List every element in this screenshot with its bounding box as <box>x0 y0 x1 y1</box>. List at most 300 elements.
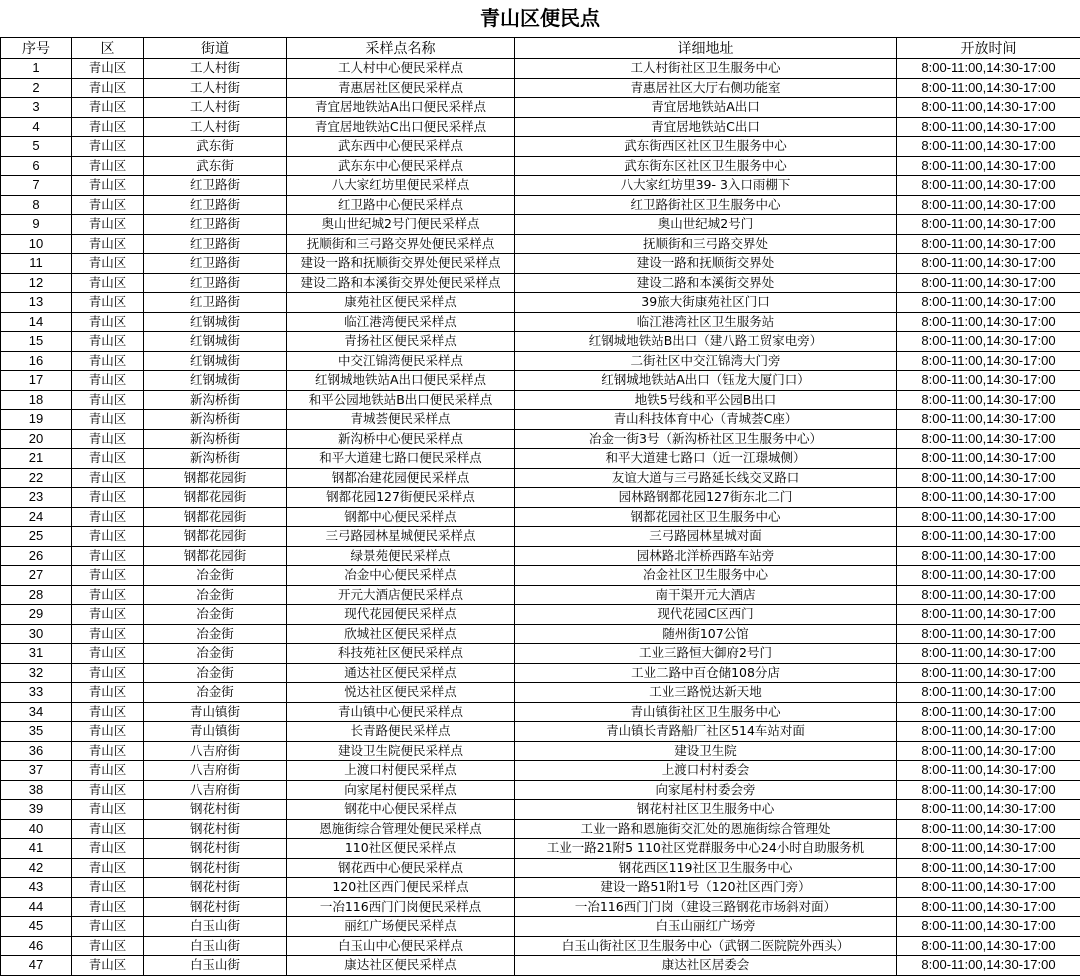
cell-hours: 8:00-11:00,14:30-17:00 <box>897 254 1080 274</box>
cell-hours: 8:00-11:00,14:30-17:00 <box>897 839 1080 859</box>
cell-district: 青山区 <box>72 312 144 332</box>
table-row <box>1 917 1080 937</box>
cell-hours: 8:00-11:00,14:30-17:00 <box>897 312 1080 332</box>
cell-hours: 8:00-11:00,14:30-17:00 <box>897 137 1080 157</box>
cell-address: 地铁5号线和平公园B出口 <box>515 390 897 410</box>
cell-address: 抚顺街和三弓路交界处 <box>515 234 897 254</box>
table-row <box>1 722 1080 742</box>
cell-street: 红钢城街 <box>144 371 287 391</box>
table-row <box>1 429 1080 449</box>
cell-point-name: 悦达社区便民采样点 <box>287 683 515 703</box>
cell-index: 35 <box>1 722 72 742</box>
cell-point-name: 红钢城地铁站A出口便民采样点 <box>287 371 515 391</box>
cell-district: 青山区 <box>72 332 144 352</box>
cell-district: 青山区 <box>72 566 144 586</box>
cell-index: 21 <box>1 449 72 469</box>
cell-hours: 8:00-11:00,14:30-17:00 <box>897 605 1080 625</box>
cell-point-name: 中交江锦湾便民采样点 <box>287 351 515 371</box>
cell-hours: 8:00-11:00,14:30-17:00 <box>897 351 1080 371</box>
header-point-name: 采样点名称 <box>287 38 515 59</box>
header-hours: 开放时间 <box>897 38 1080 59</box>
table-row <box>1 839 1080 859</box>
cell-index: 4 <box>1 117 72 137</box>
cell-street: 新沟桥街 <box>144 449 287 469</box>
cell-index: 27 <box>1 566 72 586</box>
cell-point-name: 三弓路园林星城便民采样点 <box>287 527 515 547</box>
table-row <box>1 819 1080 839</box>
cell-district: 青山区 <box>72 780 144 800</box>
cell-district: 青山区 <box>72 585 144 605</box>
cell-index: 2 <box>1 78 72 98</box>
cell-hours: 8:00-11:00,14:30-17:00 <box>897 410 1080 430</box>
cell-district: 青山区 <box>72 78 144 98</box>
cell-point-name: 八大家红坊里便民采样点 <box>287 176 515 196</box>
cell-address: 青惠居社区大厅右侧功能室 <box>515 78 897 98</box>
cell-hours: 8:00-11:00,14:30-17:00 <box>897 390 1080 410</box>
cell-hours: 8:00-11:00,14:30-17:00 <box>897 507 1080 527</box>
cell-district: 青山区 <box>72 917 144 937</box>
cell-point-name: 新沟桥中心便民采样点 <box>287 429 515 449</box>
table-row <box>1 273 1080 293</box>
cell-hours: 8:00-11:00,14:30-17:00 <box>897 59 1080 79</box>
cell-district: 青山区 <box>72 819 144 839</box>
table-row <box>1 488 1080 508</box>
cell-hours: 8:00-11:00,14:30-17:00 <box>897 176 1080 196</box>
cell-index: 5 <box>1 137 72 157</box>
cell-point-name: 向家尾村便民采样点 <box>287 780 515 800</box>
cell-street: 白玉山街 <box>144 917 287 937</box>
cell-hours: 8:00-11:00,14:30-17:00 <box>897 956 1080 976</box>
cell-district: 青山区 <box>72 878 144 898</box>
cell-district: 青山区 <box>72 429 144 449</box>
cell-hours: 8:00-11:00,14:30-17:00 <box>897 585 1080 605</box>
cell-hours: 8:00-11:00,14:30-17:00 <box>897 878 1080 898</box>
cell-district: 青山区 <box>72 59 144 79</box>
table-row <box>1 741 1080 761</box>
cell-street: 红卫路街 <box>144 293 287 313</box>
table-row <box>1 78 1080 98</box>
cell-address: 一冶116西门门岗（建设三路钢花市场斜对面） <box>515 897 897 917</box>
cell-street: 工人村街 <box>144 78 287 98</box>
cell-address: 临江港湾社区卫生服务站 <box>515 312 897 332</box>
table-row <box>1 254 1080 274</box>
cell-address: 向家尾村村委会旁 <box>515 780 897 800</box>
table-row <box>1 683 1080 703</box>
table-row <box>1 663 1080 683</box>
cell-index: 25 <box>1 527 72 547</box>
table-row <box>1 644 1080 664</box>
cell-street: 红卫路街 <box>144 273 287 293</box>
table-row <box>1 293 1080 313</box>
cell-street: 钢花村街 <box>144 897 287 917</box>
cell-index: 47 <box>1 956 72 976</box>
table-row <box>1 936 1080 956</box>
cell-address: 三弓路园林星城对面 <box>515 527 897 547</box>
cell-index: 1 <box>1 59 72 79</box>
cell-address: 园林路北洋桥西路车站旁 <box>515 546 897 566</box>
table-row <box>1 800 1080 820</box>
cell-district: 青山区 <box>72 858 144 878</box>
cell-point-name: 建设二路和本溪街交界处便民采样点 <box>287 273 515 293</box>
cell-hours: 8:00-11:00,14:30-17:00 <box>897 546 1080 566</box>
cell-district: 青山区 <box>72 683 144 703</box>
cell-point-name: 武东东中心便民采样点 <box>287 156 515 176</box>
cell-hours: 8:00-11:00,14:30-17:00 <box>897 819 1080 839</box>
cell-index: 26 <box>1 546 72 566</box>
cell-index: 19 <box>1 410 72 430</box>
table-row <box>1 468 1080 488</box>
cell-address: 红钢城地铁站B出口（建八路工贸家电旁） <box>515 332 897 352</box>
cell-point-name: 钢都花园127街便民采样点 <box>287 488 515 508</box>
cell-hours: 8:00-11:00,14:30-17:00 <box>897 468 1080 488</box>
cell-street: 钢花村街 <box>144 878 287 898</box>
cell-district: 青山区 <box>72 449 144 469</box>
cell-address: 园林路钢都花园127街东北二门 <box>515 488 897 508</box>
cell-point-name: 康苑社区便民采样点 <box>287 293 515 313</box>
cell-street: 新沟桥街 <box>144 410 287 430</box>
cell-district: 青山区 <box>72 234 144 254</box>
cell-point-name: 110社区便民采样点 <box>287 839 515 859</box>
cell-index: 42 <box>1 858 72 878</box>
cell-point-name: 工人村中心便民采样点 <box>287 59 515 79</box>
cell-point-name: 青城荟便民采样点 <box>287 410 515 430</box>
cell-address: 康达社区居委会 <box>515 956 897 976</box>
cell-point-name: 青惠居社区便民采样点 <box>287 78 515 98</box>
table-row <box>1 585 1080 605</box>
header-index: 序号 <box>1 38 72 59</box>
cell-point-name: 奥山世纪城2号门便民采样点 <box>287 215 515 235</box>
cell-address: 八大家红坊里39- 3入口雨棚下 <box>515 176 897 196</box>
cell-street: 白玉山街 <box>144 956 287 976</box>
cell-point-name: 长青路便民采样点 <box>287 722 515 742</box>
table-row <box>1 137 1080 157</box>
cell-address: 友谊大道与三弓路延长线交叉路口 <box>515 468 897 488</box>
cell-street: 红钢城街 <box>144 312 287 332</box>
cell-point-name: 临江港湾便民采样点 <box>287 312 515 332</box>
cell-district: 青山区 <box>72 215 144 235</box>
cell-point-name: 绿景苑便民采样点 <box>287 546 515 566</box>
cell-point-name: 和平公园地铁站B出口便民采样点 <box>287 390 515 410</box>
cell-district: 青山区 <box>72 507 144 527</box>
cell-hours: 8:00-11:00,14:30-17:00 <box>897 98 1080 118</box>
cell-point-name: 青宜居地铁站A出口便民采样点 <box>287 98 515 118</box>
cell-district: 青山区 <box>72 936 144 956</box>
cell-index: 9 <box>1 215 72 235</box>
cell-street: 武东街 <box>144 156 287 176</box>
table-row <box>1 566 1080 586</box>
cell-point-name: 青宜居地铁站C出口便民采样点 <box>287 117 515 137</box>
sampling-points-table <box>0 37 1080 976</box>
cell-hours: 8:00-11:00,14:30-17:00 <box>897 780 1080 800</box>
cell-index: 14 <box>1 312 72 332</box>
page-title: 青山区便民点 <box>480 6 600 30</box>
cell-index: 18 <box>1 390 72 410</box>
cell-district: 青山区 <box>72 273 144 293</box>
cell-street: 新沟桥街 <box>144 390 287 410</box>
cell-street: 钢都花园街 <box>144 527 287 547</box>
cell-hours: 8:00-11:00,14:30-17:00 <box>897 663 1080 683</box>
cell-address: 青山镇长青路船厂社区514车站对面 <box>515 722 897 742</box>
cell-street: 青山镇街 <box>144 722 287 742</box>
cell-hours: 8:00-11:00,14:30-17:00 <box>897 117 1080 137</box>
cell-street: 八吉府街 <box>144 761 287 781</box>
cell-address: 青山科技体育中心（青城荟C座） <box>515 410 897 430</box>
cell-address: 白玉山丽红广场旁 <box>515 917 897 937</box>
cell-index: 41 <box>1 839 72 859</box>
cell-address: 随州街107公馆 <box>515 624 897 644</box>
cell-district: 青山区 <box>72 956 144 976</box>
cell-district: 青山区 <box>72 254 144 274</box>
table-row <box>1 527 1080 547</box>
cell-hours: 8:00-11:00,14:30-17:00 <box>897 936 1080 956</box>
table-row <box>1 117 1080 137</box>
cell-point-name: 科技苑社区便民采样点 <box>287 644 515 664</box>
cell-street: 青山镇街 <box>144 702 287 722</box>
cell-address: 建设一路和抚顺街交界处 <box>515 254 897 274</box>
cell-district: 青山区 <box>72 98 144 118</box>
cell-address: 工业三路恒大御府2号门 <box>515 644 897 664</box>
cell-hours: 8:00-11:00,14:30-17:00 <box>897 429 1080 449</box>
cell-hours: 8:00-11:00,14:30-17:00 <box>897 293 1080 313</box>
cell-point-name: 现代花园便民采样点 <box>287 605 515 625</box>
cell-district: 青山区 <box>72 839 144 859</box>
cell-district: 青山区 <box>72 722 144 742</box>
cell-street: 红卫路街 <box>144 234 287 254</box>
cell-street: 冶金街 <box>144 663 287 683</box>
cell-hours: 8:00-11:00,14:30-17:00 <box>897 332 1080 352</box>
cell-district: 青山区 <box>72 605 144 625</box>
cell-point-name: 康达社区便民采样点 <box>287 956 515 976</box>
cell-point-name: 开元大酒店便民采样点 <box>287 585 515 605</box>
cell-hours: 8:00-11:00,14:30-17:00 <box>897 156 1080 176</box>
cell-hours: 8:00-11:00,14:30-17:00 <box>897 78 1080 98</box>
cell-point-name: 青扬社区便民采样点 <box>287 332 515 352</box>
cell-street: 工人村街 <box>144 117 287 137</box>
cell-index: 23 <box>1 488 72 508</box>
cell-index: 16 <box>1 351 72 371</box>
cell-address: 工业一路21附5 110社区党群服务中心24小时自助服务机 <box>515 839 897 859</box>
table-row <box>1 176 1080 196</box>
header-row <box>1 38 1080 59</box>
cell-index: 40 <box>1 819 72 839</box>
cell-street: 工人村街 <box>144 59 287 79</box>
cell-district: 青山区 <box>72 800 144 820</box>
cell-hours: 8:00-11:00,14:30-17:00 <box>897 449 1080 469</box>
table-row <box>1 449 1080 469</box>
cell-point-name: 冶金中心便民采样点 <box>287 566 515 586</box>
cell-index: 20 <box>1 429 72 449</box>
table-row <box>1 897 1080 917</box>
cell-street: 武东街 <box>144 137 287 157</box>
cell-point-name: 丽红广场便民采样点 <box>287 917 515 937</box>
cell-address: 工业三路悦达新天地 <box>515 683 897 703</box>
cell-hours: 8:00-11:00,14:30-17:00 <box>897 527 1080 547</box>
cell-street: 白玉山街 <box>144 936 287 956</box>
cell-street: 钢花村街 <box>144 819 287 839</box>
cell-hours: 8:00-11:00,14:30-17:00 <box>897 195 1080 215</box>
table-row <box>1 332 1080 352</box>
cell-point-name: 武东西中心便民采样点 <box>287 137 515 157</box>
cell-point-name: 红卫路中心便民采样点 <box>287 195 515 215</box>
cell-street: 钢花村街 <box>144 858 287 878</box>
cell-address: 钢都花园社区卫生服务中心 <box>515 507 897 527</box>
table-row <box>1 234 1080 254</box>
table-row <box>1 351 1080 371</box>
cell-address: 建设一路51附1号（120社区西门旁） <box>515 878 897 898</box>
cell-street: 八吉府街 <box>144 780 287 800</box>
cell-point-name: 建设卫生院便民采样点 <box>287 741 515 761</box>
table-row <box>1 605 1080 625</box>
cell-address: 奥山世纪城2号门 <box>515 215 897 235</box>
cell-point-name: 抚顺街和三弓路交界处便民采样点 <box>287 234 515 254</box>
cell-point-name: 钢都冶建花园便民采样点 <box>287 468 515 488</box>
cell-index: 22 <box>1 468 72 488</box>
cell-address: 工业一路和恩施街交汇处的恩施街综合管理处 <box>515 819 897 839</box>
cell-address: 冶金社区卫生服务中心 <box>515 566 897 586</box>
cell-index: 32 <box>1 663 72 683</box>
cell-point-name: 上渡口村便民采样点 <box>287 761 515 781</box>
cell-street: 红钢城街 <box>144 332 287 352</box>
cell-street: 新沟桥街 <box>144 429 287 449</box>
cell-index: 43 <box>1 878 72 898</box>
cell-index: 29 <box>1 605 72 625</box>
cell-district: 青山区 <box>72 156 144 176</box>
table-row <box>1 546 1080 566</box>
cell-district: 青山区 <box>72 351 144 371</box>
cell-hours: 8:00-11:00,14:30-17:00 <box>897 566 1080 586</box>
cell-point-name: 建设一路和抚顺街交界处便民采样点 <box>287 254 515 274</box>
cell-point-name: 钢花西中心便民采样点 <box>287 858 515 878</box>
cell-street: 红钢城街 <box>144 351 287 371</box>
cell-index: 46 <box>1 936 72 956</box>
table-row <box>1 624 1080 644</box>
cell-point-name: 通达社区便民采样点 <box>287 663 515 683</box>
cell-street: 钢都花园街 <box>144 468 287 488</box>
cell-point-name: 和平大道建七路口便民采样点 <box>287 449 515 469</box>
cell-index: 39 <box>1 800 72 820</box>
cell-district: 青山区 <box>72 390 144 410</box>
cell-district: 青山区 <box>72 468 144 488</box>
cell-district: 青山区 <box>72 488 144 508</box>
cell-street: 工人村街 <box>144 98 287 118</box>
cell-district: 青山区 <box>72 897 144 917</box>
cell-point-name: 青山镇中心便民采样点 <box>287 702 515 722</box>
cell-index: 6 <box>1 156 72 176</box>
cell-index: 11 <box>1 254 72 274</box>
cell-index: 28 <box>1 585 72 605</box>
cell-street: 红卫路街 <box>144 176 287 196</box>
cell-district: 青山区 <box>72 137 144 157</box>
cell-address: 武东街西区社区卫生服务中心 <box>515 137 897 157</box>
cell-address: 青山镇街社区卫生服务中心 <box>515 702 897 722</box>
cell-address: 和平大道建七路口（近一江璟城侧） <box>515 449 897 469</box>
cell-index: 33 <box>1 683 72 703</box>
cell-index: 45 <box>1 917 72 937</box>
cell-address: 红钢城地铁站A出口（钰龙大厦门口） <box>515 371 897 391</box>
cell-address: 钢花村社区卫生服务中心 <box>515 800 897 820</box>
table-row <box>1 59 1080 79</box>
cell-index: 30 <box>1 624 72 644</box>
cell-index: 24 <box>1 507 72 527</box>
cell-index: 12 <box>1 273 72 293</box>
cell-index: 7 <box>1 176 72 196</box>
cell-address: 青宜居地铁站A出口 <box>515 98 897 118</box>
cell-address: 39旅大街康苑社区门口 <box>515 293 897 313</box>
cell-district: 青山区 <box>72 371 144 391</box>
cell-address: 武东街东区社区卫生服务中心 <box>515 156 897 176</box>
cell-district: 青山区 <box>72 644 144 664</box>
cell-address: 建设二路和本溪街交界处 <box>515 273 897 293</box>
cell-street: 钢都花园街 <box>144 546 287 566</box>
cell-hours: 8:00-11:00,14:30-17:00 <box>897 722 1080 742</box>
cell-street: 八吉府街 <box>144 741 287 761</box>
header-district: 区 <box>72 38 144 59</box>
cell-address: 建设卫生院 <box>515 741 897 761</box>
cell-index: 36 <box>1 741 72 761</box>
cell-hours: 8:00-11:00,14:30-17:00 <box>897 234 1080 254</box>
table-row <box>1 215 1080 235</box>
cell-index: 10 <box>1 234 72 254</box>
table-row <box>1 956 1080 976</box>
cell-point-name: 欣城社区便民采样点 <box>287 624 515 644</box>
table-row <box>1 390 1080 410</box>
cell-street: 钢花村街 <box>144 800 287 820</box>
cell-street: 钢都花园街 <box>144 488 287 508</box>
cell-district: 青山区 <box>72 624 144 644</box>
cell-street: 冶金街 <box>144 644 287 664</box>
table-row <box>1 702 1080 722</box>
table-row <box>1 156 1080 176</box>
cell-point-name: 恩施街综合管理处便民采样点 <box>287 819 515 839</box>
cell-hours: 8:00-11:00,14:30-17:00 <box>897 488 1080 508</box>
cell-index: 13 <box>1 293 72 313</box>
cell-district: 青山区 <box>72 195 144 215</box>
cell-hours: 8:00-11:00,14:30-17:00 <box>897 624 1080 644</box>
cell-hours: 8:00-11:00,14:30-17:00 <box>897 371 1080 391</box>
cell-street: 冶金街 <box>144 585 287 605</box>
cell-index: 38 <box>1 780 72 800</box>
cell-district: 青山区 <box>72 117 144 137</box>
cell-hours: 8:00-11:00,14:30-17:00 <box>897 897 1080 917</box>
cell-index: 37 <box>1 761 72 781</box>
cell-hours: 8:00-11:00,14:30-17:00 <box>897 917 1080 937</box>
cell-address: 上渡口村村委会 <box>515 761 897 781</box>
table-row <box>1 507 1080 527</box>
table-row <box>1 761 1080 781</box>
cell-street: 冶金街 <box>144 683 287 703</box>
cell-point-name: 120社区西门便民采样点 <box>287 878 515 898</box>
cell-address: 青宜居地铁站C出口 <box>515 117 897 137</box>
cell-street: 钢花村街 <box>144 839 287 859</box>
cell-district: 青山区 <box>72 702 144 722</box>
header-street: 街道 <box>144 38 287 59</box>
cell-hours: 8:00-11:00,14:30-17:00 <box>897 858 1080 878</box>
cell-index: 31 <box>1 644 72 664</box>
cell-street: 冶金街 <box>144 566 287 586</box>
cell-hours: 8:00-11:00,14:30-17:00 <box>897 273 1080 293</box>
table-row <box>1 780 1080 800</box>
cell-street: 钢都花园街 <box>144 507 287 527</box>
cell-district: 青山区 <box>72 293 144 313</box>
cell-index: 44 <box>1 897 72 917</box>
cell-hours: 8:00-11:00,14:30-17:00 <box>897 761 1080 781</box>
cell-address: 钢花西区119社区卫生服务中心 <box>515 858 897 878</box>
cell-district: 青山区 <box>72 741 144 761</box>
cell-index: 3 <box>1 98 72 118</box>
cell-address: 白玉山街社区卫生服务中心（武钢二医院院外西头） <box>515 936 897 956</box>
cell-street: 红卫路街 <box>144 195 287 215</box>
cell-address: 二街社区中交江锦湾大门旁 <box>515 351 897 371</box>
